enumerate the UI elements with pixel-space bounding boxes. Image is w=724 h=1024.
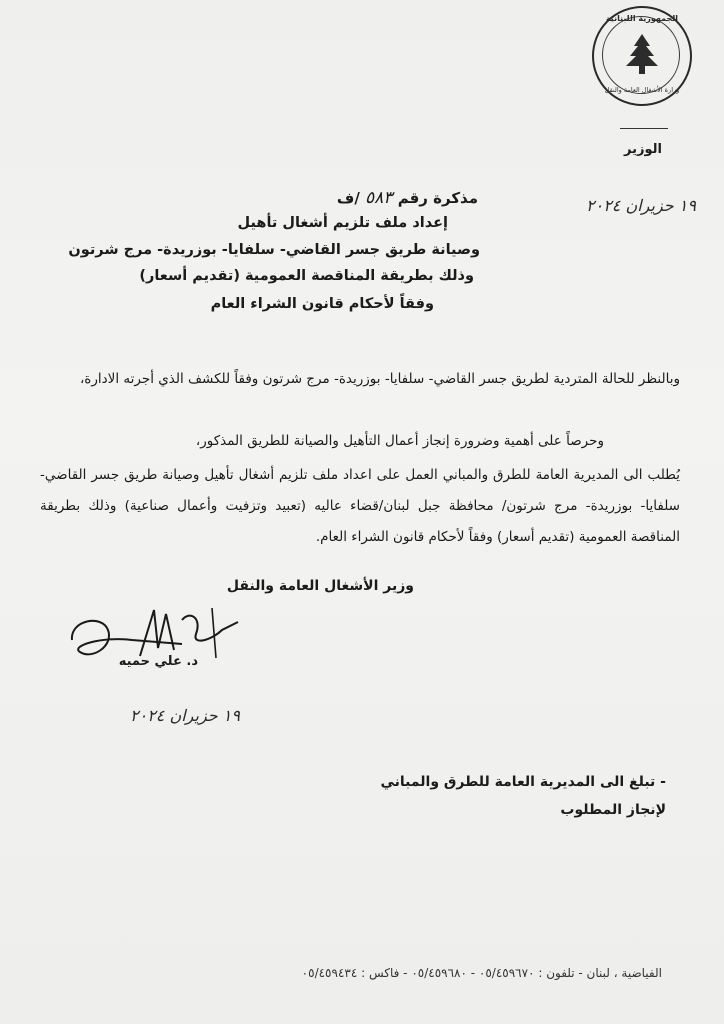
- minister-label: الوزير: [624, 142, 662, 157]
- memo-date: ١٩ حزيران ٢٠٢٤: [586, 196, 696, 215]
- body-paragraph: وحرصاً على أهمية وضرورة إنجاز أعمال التأهيل والصيانة للطريق المذكور،: [195, 433, 604, 449]
- footer-contact: الفياضية ، لبنان - تلفون : ٠٥/٤٥٩٦٧٠ - ٠٥/٤٥٩٦٨٠ - فاكس : ٠٥/٤٥٩٤٣٤: [301, 966, 662, 980]
- seal-top-text: الجمهورية اللبنانية: [605, 14, 679, 23]
- signatory-title: وزير الأشغال العامة والنقل: [226, 578, 414, 594]
- header-divider: [620, 128, 668, 129]
- seal-bottom-text: وزارة الأشغال العامة والنقل: [604, 86, 680, 94]
- body-paragraph: يُطلب الى المديرية العامة للطرق والمباني العمل على اعداد ملف تلزيم أشغال تأهيل وصيانة طريق جسر القاضي- سلفايا- بوزريدة- مرج شرتون/ محافظة جبل لبنان/قضاء عاليه (تعبيد وتزفيت وأعمال صناعية) وذلك بطريقة المناقصة العمومية (تقديم أسعار) وفقاً لأحكام قانون الشراء العام.: [40, 467, 680, 545]
- memo-number: [337, 188, 478, 208]
- signatory-name: د. علي حميه: [118, 654, 198, 669]
- signature-date: ١٩ حزيران ٢٠٢٤: [130, 706, 240, 725]
- body-paragraph: وبالنظر للحالة المتردية لطريق جسر القاضي- سلفايا- بوزريدة- مرج شرتون وفقاً للكشف الذي أجرته الادارة،: [79, 371, 680, 387]
- memo-number-suffix: /ف: [336, 189, 360, 207]
- memo-number-value: ٥٨٣: [365, 188, 393, 208]
- memo-title-line: وذلك بطريقة المناقصة العمومية (تقديم أسعار): [139, 268, 474, 284]
- notify-purpose: لإنجاز المطلوب: [560, 802, 666, 818]
- notify-recipient: - تبلغ الى المديرية العامة للطرق والمباني: [380, 774, 666, 790]
- memo-title-line: وصيانة طريق جسر القاضي- سلفايا- بوزريدة- مرج شرتون: [68, 242, 480, 258]
- memo-title-line: وفقاً لأحكام قانون الشراء العام: [210, 296, 434, 312]
- cedar-icon: [620, 30, 664, 78]
- ministry-seal: [592, 6, 692, 106]
- memo-title-line: إعداد ملف تلزيم أشغال تأهيل: [237, 215, 448, 231]
- memo-number-prefix: مذكرة رقم: [397, 189, 478, 207]
